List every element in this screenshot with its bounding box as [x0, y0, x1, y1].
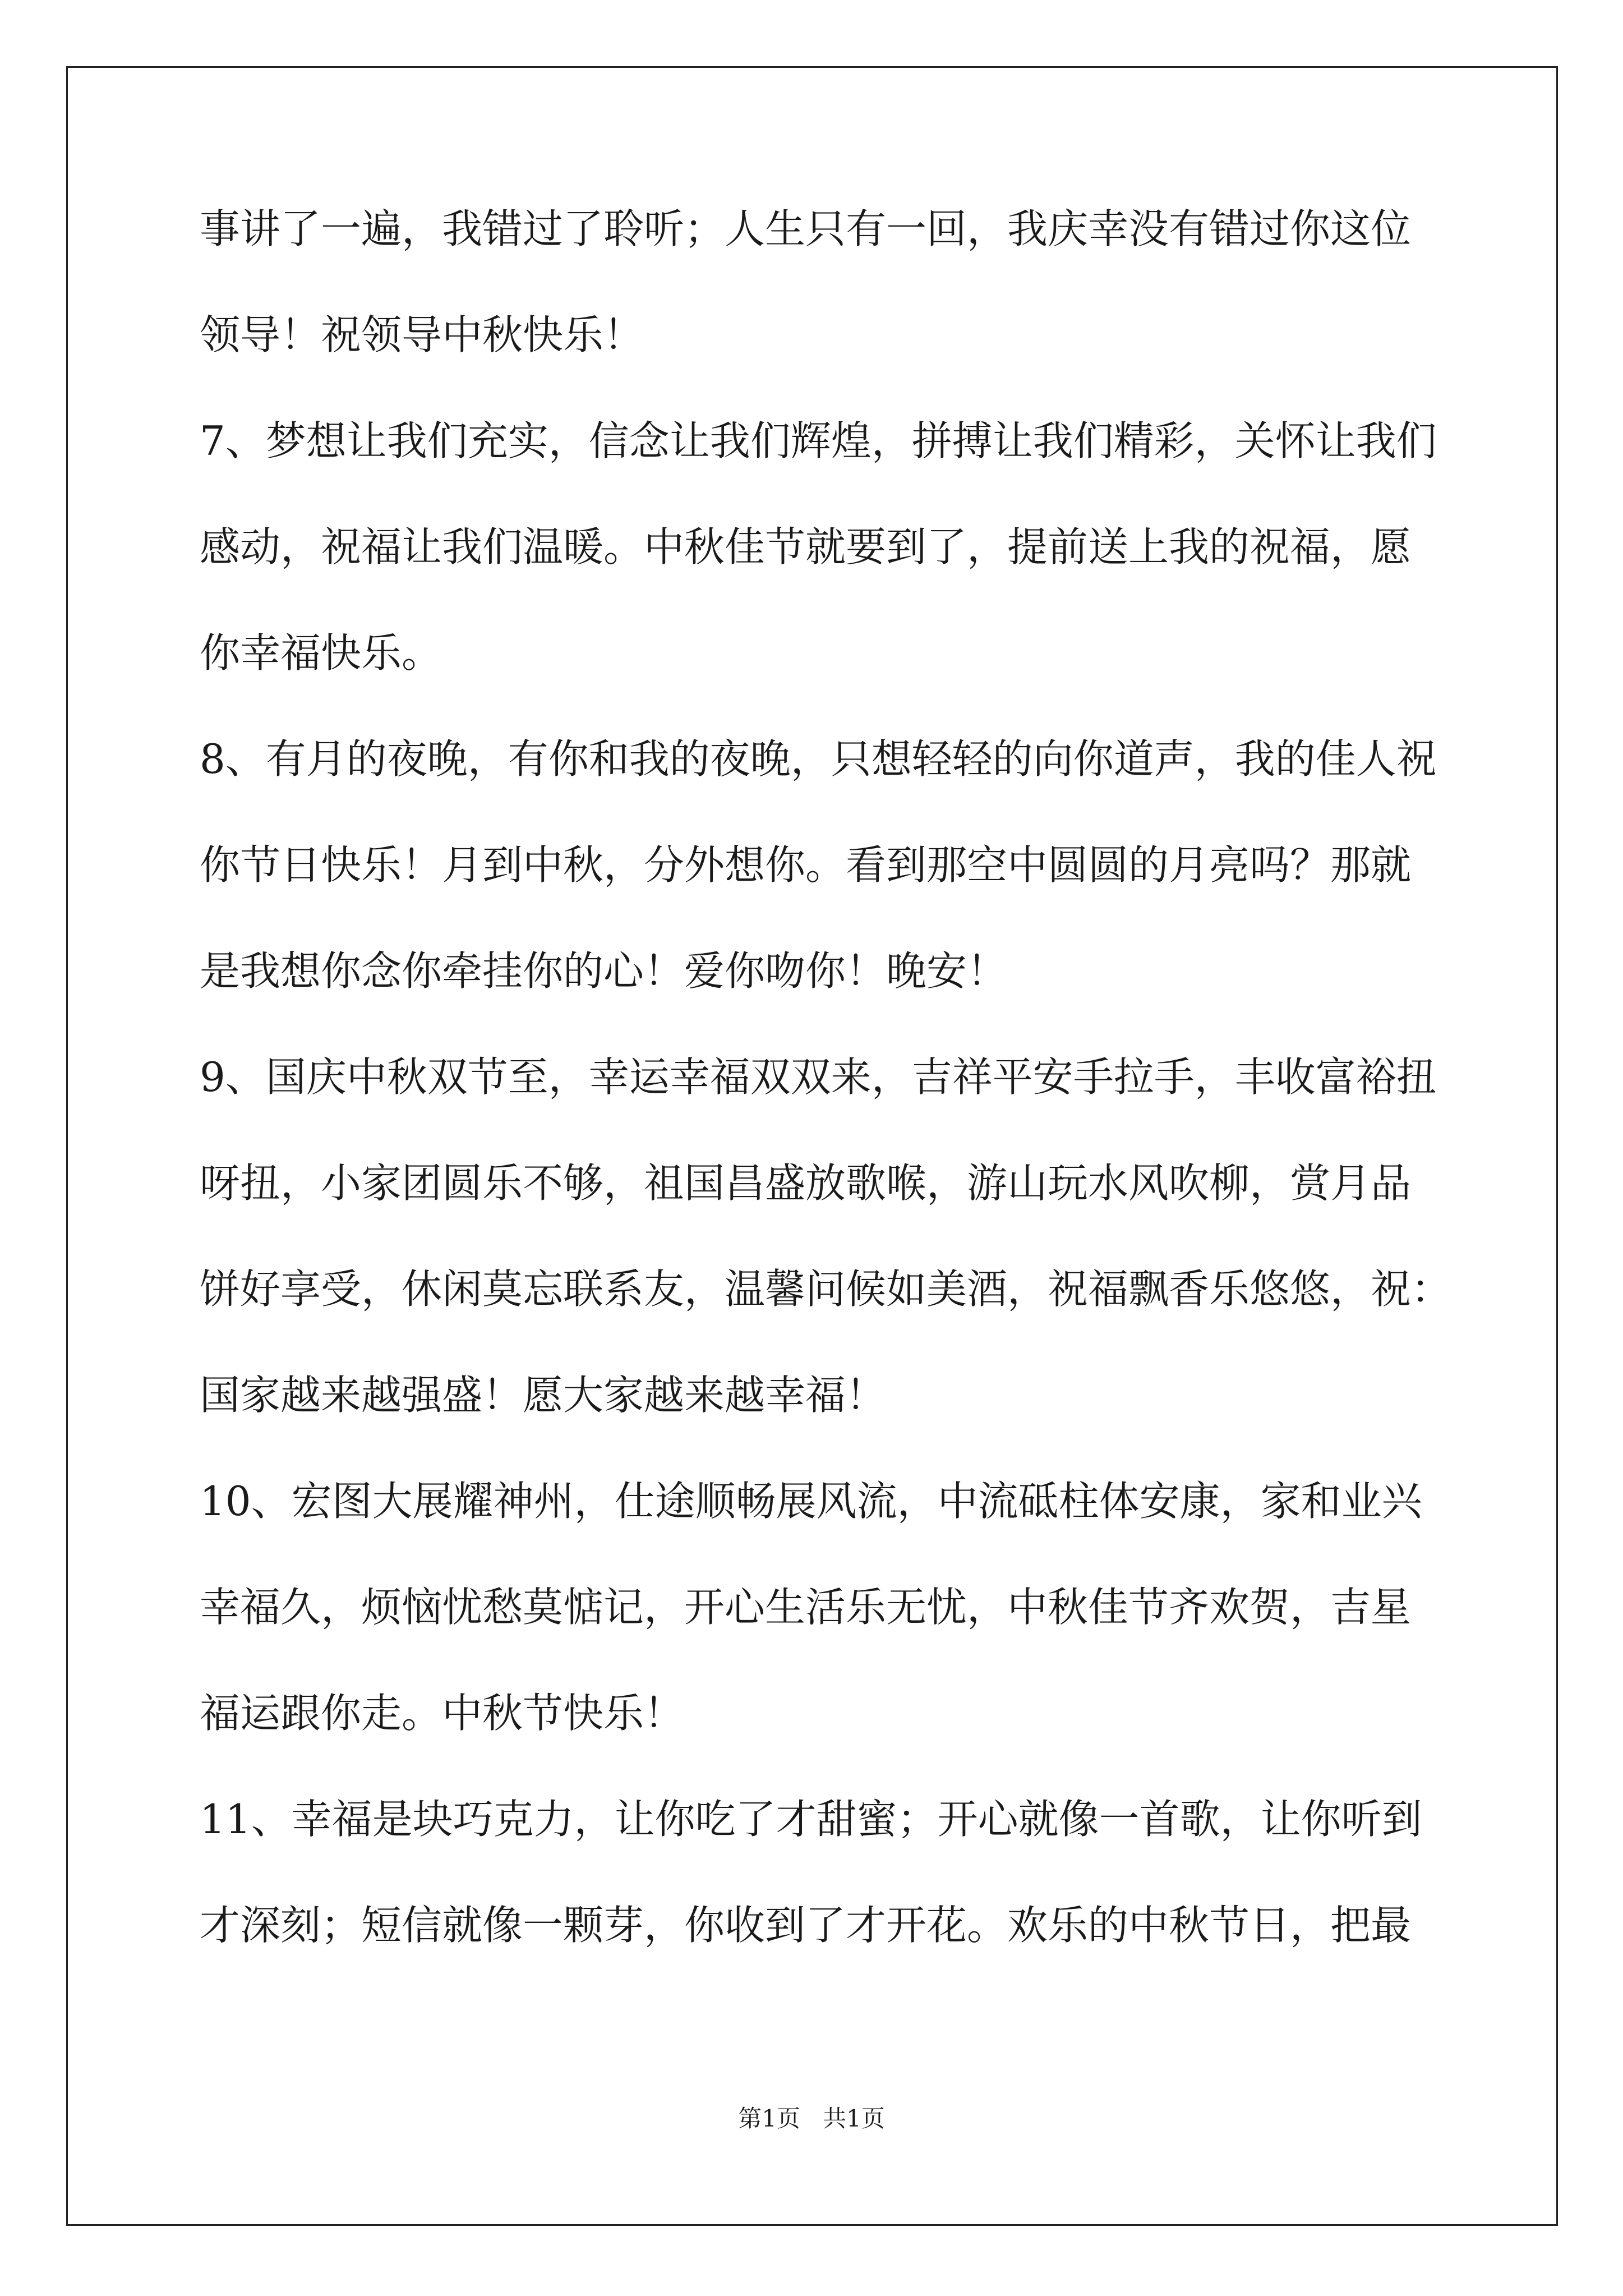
text-line: 是我想你念你牵挂你的心！爱你吻你！晚安！ [200, 947, 1008, 995]
text-line: 福运跟你走。中秋节快乐！ [200, 1690, 685, 1737]
text-line: 感动，祝福让我们温暖。中秋佳节就要到了，提前送上我的祝福，愿 [200, 523, 1412, 570]
text-line: 领导！祝领导中秋快乐！ [200, 311, 644, 358]
text-line: 你节日快乐！月到中秋，分外想你。看到那空中圆圆的月亮吗？那就 [200, 841, 1412, 889]
text-line: 国家越来越强盛！愿大家越来越幸福！ [200, 1372, 887, 1419]
text-line: 事讲了一遍，我错过了聆听；人生只有一回，我庆幸没有错过你这位 [200, 205, 1412, 252]
text-line: 8、有月的夜晚，有你和我的夜晚，只想轻轻的向你道声，我的佳人祝 [200, 735, 1437, 783]
text-line: 呀扭，小家团圆乐不够，祖国昌盛放歌喉，游山玩水风吹柳，赏月品 [200, 1159, 1412, 1207]
text-line: 7、梦想让我们充实，信念让我们辉煌，拼搏让我们精彩，关怀让我们 [200, 417, 1437, 464]
text-line: 你幸福快乐。 [200, 629, 442, 677]
document-body [200, 205, 1452, 2011]
text-line: 幸福久，烦恼忧愁莫惦记，开心生活乐无忧，中秋佳节齐欢贺，吉星 [200, 1584, 1412, 1631]
text-line: 才深刻；短信就像一颗芽，你收到了才开花。欢乐的中秋节日，把最 [200, 1902, 1412, 1949]
text-line: 11、幸福是块巧克力，让你吃了才甜蜜；开心就像一首歌，让你听到 [200, 1796, 1422, 1843]
page-number-footer: 第1页 共1页 [738, 2105, 885, 2132]
text-line: 10、宏图大展耀神州，仕途顺畅展风流，中流砥柱体安康，家和业兴 [200, 1478, 1422, 1525]
text-line: 饼好享受，休闲莫忘联系友，温馨问候如美酒，祝福飘香乐悠悠，祝： [200, 1266, 1452, 1313]
text-line: 9、国庆中秋双节至，幸运幸福双双来，吉祥平安手拉手，丰收富裕扭 [200, 1053, 1437, 1101]
